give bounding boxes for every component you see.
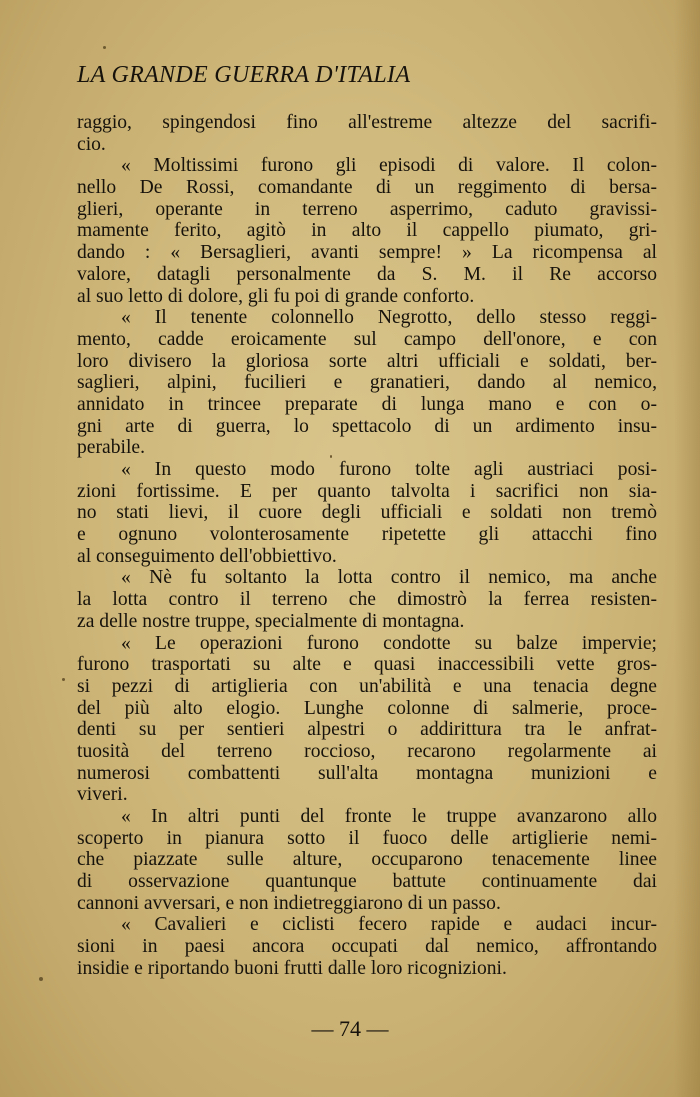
- text-line: furono trasportati su alte e quasi inaccessibili vette gros-: [77, 654, 657, 676]
- text-line: « In questo modo furono tolte agli austriaci posi-: [121, 459, 657, 480]
- text-line: di osservazione quantunque battute continuamente dai: [77, 871, 657, 893]
- body-text: [77, 112, 657, 980]
- text-line: zioni fortissime. E per quanto talvolta i sacrifici non sia-: [77, 480, 657, 502]
- text-line: si pezzi di artiglieria con un'abilità e una tenacia degne: [77, 675, 657, 697]
- text-line: perabile.: [77, 437, 145, 459]
- text-line: nello De Rossi, comandante di un reggimento di bersa-: [77, 177, 657, 199]
- text-line: « In altri punti del fronte le truppe avanzarono allo: [121, 806, 657, 827]
- text-line: del più alto elogio. Lunghe colonne di salmerie, proce-: [77, 697, 657, 719]
- text-line: denti su per sentieri alpestri o addirittura tra le anfrat-: [77, 719, 657, 741]
- text-line: cio.: [77, 133, 106, 155]
- text-line: tuosità del terreno roccioso, recarono regolarmente ai: [77, 740, 657, 762]
- text-line: glieri, operante in terreno asperrimo, caduto gravissi-: [77, 198, 657, 220]
- text-line: al conseguimento dell'obbiettivo.: [77, 545, 337, 567]
- text-line: no stati lievi, il cuore degli ufficiali e soldati non tremò: [77, 502, 657, 524]
- text-line: raggio, spingendosi fino all'estreme altezze del sacrifi-: [77, 112, 657, 133]
- text-line: che piazzate sulle alture, occuparono tenacemente linee: [77, 849, 657, 871]
- running-head: LA GRANDE GUERRA D'ITALIA: [77, 62, 411, 88]
- text-line: al suo letto di dolore, gli fu poi di grande conforto.: [77, 285, 475, 307]
- paper-speck: [62, 678, 65, 681]
- page-number: — 74 —: [311, 1016, 389, 1041]
- text-line: mamente ferito, agitò in alto il cappello piumato, gri-: [77, 220, 657, 242]
- text-line: scoperto in pianura sotto il fuoco delle artiglierie nemi-: [77, 827, 657, 849]
- text-line: numerosi combattenti sull'alta montagna munizioni e: [77, 762, 657, 784]
- text-line: « Nè fu soltanto la lotta contro il nemico, ma anche: [121, 567, 657, 589]
- text-line: sioni in paesi ancora occupati dal nemico, affrontando: [77, 936, 657, 958]
- text-line: mento, cadde eroicamente sul campo dell'onore, e con: [77, 328, 657, 350]
- text-line: gni arte di guerra, lo spettacolo di un ardimento insu-: [77, 415, 657, 437]
- paper-speck: [103, 46, 106, 49]
- text-line: insidie e riportando buoni frutti dalle loro ricognizioni.: [77, 957, 507, 979]
- text-line: « Cavalieri e ciclisti fecero rapide e audaci incur-: [121, 914, 657, 936]
- text-line: cannoni avversari, e non indietreggiarono di un passo.: [77, 892, 501, 914]
- text-line: « Le operazioni furono condotte su balze impervie;: [121, 632, 657, 654]
- paper-speck: [39, 977, 43, 981]
- text-line: za delle nostre truppe, specialmente di montagna.: [77, 610, 465, 632]
- text-line: annidato in trincee preparate di lunga mano e con o-: [77, 393, 657, 415]
- text-line: « Il tenente colonnello Negrotto, dello stesso reggi-: [121, 307, 657, 329]
- text-line: loro divisero la gloriosa sorte altri ufficiali e soldati, ber-: [77, 350, 657, 372]
- text-line: la lotta contro il terreno che dimostrò la ferrea resisten-: [77, 589, 657, 611]
- page-edge-shadow: [674, 0, 700, 1097]
- text-line: e ognuno volonterosamente ripetette gli attacchi fino: [77, 524, 657, 546]
- text-line: valore, datagli personalmente da S. M. il Re accorso: [77, 263, 657, 285]
- text-line: viveri.: [77, 784, 128, 806]
- text-line: « Moltissimi furono gli episodi di valore. Il colon-: [121, 155, 657, 177]
- text-line: saglieri, alpini, fucilieri e granatieri, dando al nemico,: [77, 372, 657, 394]
- text-line: dando : « Bersaglieri, avanti sempre! » La ricompensa al: [77, 242, 657, 264]
